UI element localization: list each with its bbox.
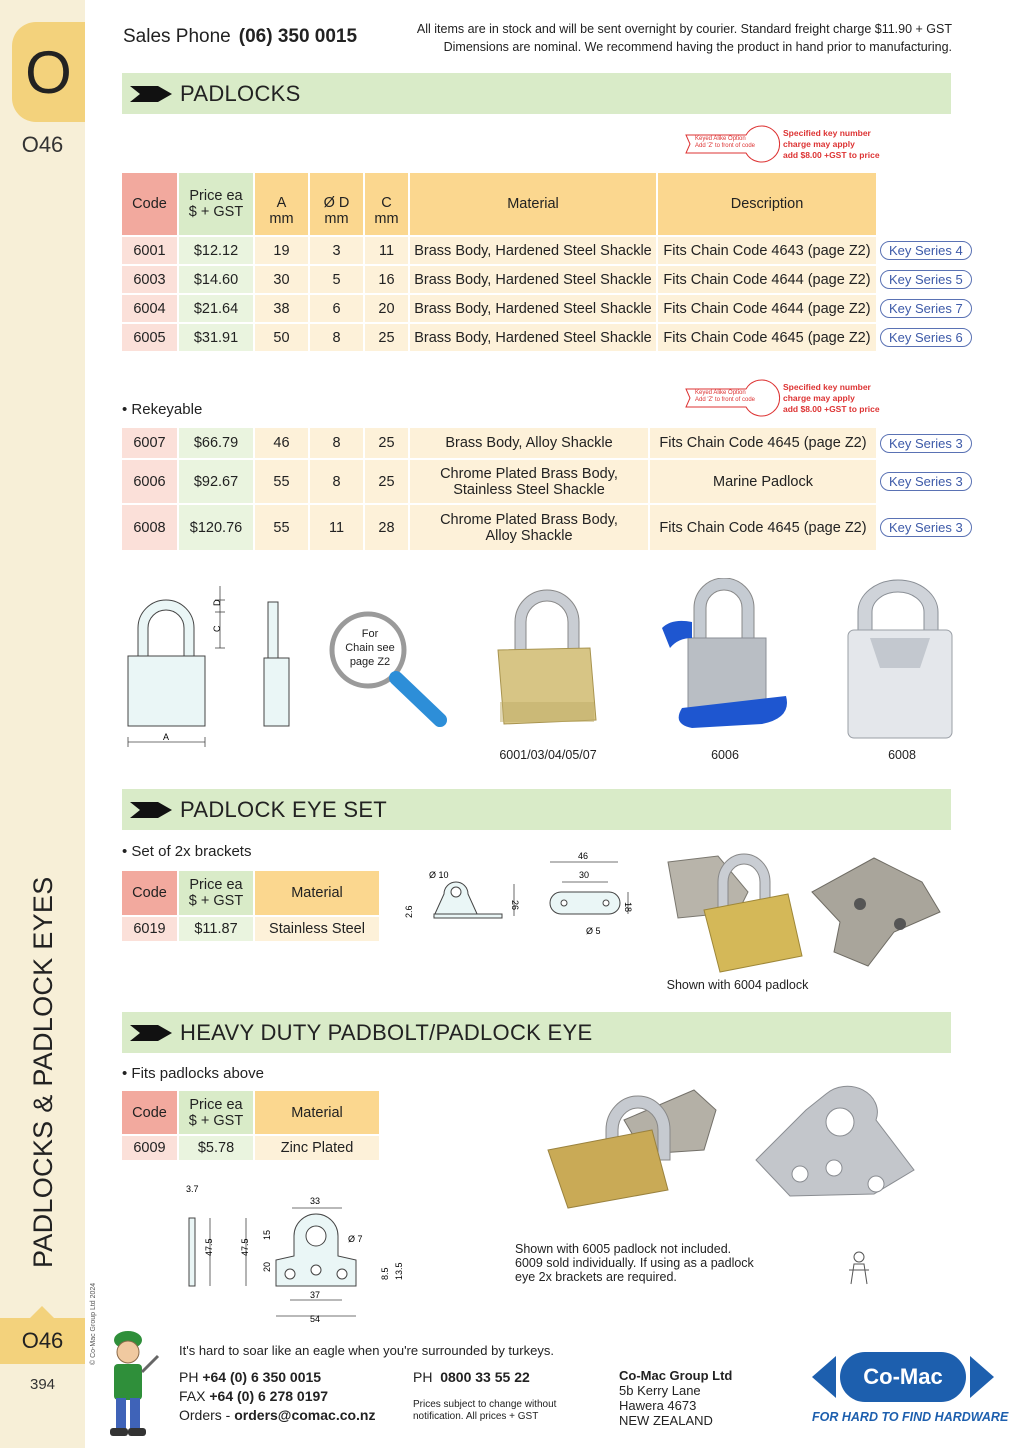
key-series-badge[interactable]: Key Series 3 — [880, 434, 972, 453]
footer-fax-label: FAX — [179, 1388, 206, 1404]
key-note-line3: add $8.00 +GST to price — [783, 150, 880, 160]
cell-key — [877, 236, 973, 265]
dim-h20: 20 — [262, 1261, 272, 1272]
key-series-badge[interactable]: Key Series 5 — [880, 270, 972, 289]
header-price-line1: Price ea — [189, 1096, 243, 1113]
footer-company: Co-Mac Group Ltd — [619, 1368, 733, 1383]
dim-d10: Ø 10 — [429, 870, 449, 880]
cell-description: Fits Chain Code 4643 (page Z2) — [657, 236, 877, 265]
logo-text: Co-Mac — [863, 1364, 943, 1389]
cell-material: Brass Body, Hardened Steel Shackle — [409, 323, 657, 352]
caption-6008: 6008 — [888, 748, 916, 762]
cell-c: 20 — [364, 294, 409, 323]
section-header-padbolt — [122, 1012, 951, 1053]
keyed-alike-line2: Add 'Z' to front of code — [695, 397, 755, 403]
cell-key — [877, 427, 973, 459]
cell-description: Fits Chain Code 4644 (page Z2) — [657, 265, 877, 294]
footer-phone[interactable]: +64 (0) 6 350 0015 — [202, 1369, 322, 1385]
table-row — [121, 294, 973, 323]
cell-description: Fits Chain Code 4645 (page Z2) — [649, 427, 877, 459]
cell-d: 11 — [309, 504, 364, 551]
cell-code: 6003 — [121, 265, 178, 294]
table-row — [121, 427, 973, 459]
cell-d: 8 — [309, 427, 364, 459]
padbolt-caption-line3: eye 2x brackets are required. — [515, 1270, 677, 1284]
dim-h15: 15 — [262, 1229, 272, 1240]
cell-a: 30 — [254, 265, 309, 294]
cell-code: 6006 — [121, 459, 178, 504]
footer-ph-label: PH — [179, 1369, 199, 1385]
chain-note-line2: Chain see — [345, 642, 395, 654]
notice-line-1: All items are in stock and will be sent overnight by courier. Standard freight charge $11.90 + GST — [416, 22, 952, 36]
keyed-alike-line2: Add 'Z' to front of code — [695, 143, 755, 149]
key-note-line1: Specified key number — [783, 382, 871, 392]
cell-description: Fits Chain Code 4644 (page Z2) — [657, 294, 877, 323]
chain-note-line1: For — [361, 628, 379, 640]
header-description: Description — [657, 172, 877, 236]
notice-line-2: Dimensions are nominal. We recommend having the product in hand prior to manufacturing. — [443, 40, 952, 54]
turkey-sketch-icon — [846, 1250, 872, 1286]
header-material: Material — [254, 1090, 380, 1135]
comac-logo — [810, 1346, 996, 1408]
logo-tagline: FOR HARD TO FIND HARDWARE — [812, 1410, 1009, 1424]
table-row — [121, 459, 973, 504]
section-title: PADLOCK EYE SET — [180, 796, 388, 822]
cell-material: Brass Body, Hardened Steel Shackle — [409, 294, 657, 323]
header-price-line2: $ + GST — [188, 204, 244, 220]
cell-d: 8 — [309, 323, 364, 352]
header-price-line1: Price ea — [189, 188, 243, 204]
cell-material-line2: Stainless Steel Shackle — [453, 481, 605, 498]
key-note-line1: Specified key number — [783, 128, 871, 138]
table-row — [121, 265, 973, 294]
cell-c: 25 — [364, 323, 409, 352]
cell-a: 38 — [254, 294, 309, 323]
footer-freephone-number[interactable]: 0800 33 55 22 — [440, 1369, 530, 1385]
cell-material: Brass Body, Hardened Steel Shackle — [409, 265, 657, 294]
cell-price: $31.91 — [178, 323, 254, 352]
dim-d-label: D — [212, 599, 222, 606]
header-d-line2: mm — [324, 211, 349, 227]
key-series-badge[interactable]: Key Series 3 — [880, 518, 972, 537]
footer-prices-note — [413, 1399, 556, 1423]
cell-material: Stainless Steel — [254, 916, 380, 942]
header-price-line1: Price ea — [189, 877, 243, 893]
padbolt-caption-line2: 6009 sold individually. If using as a padlock — [515, 1256, 754, 1270]
cell-material — [409, 504, 649, 551]
header-price-line2: $ + GST — [188, 1112, 244, 1129]
dim-w46: 46 — [578, 851, 589, 861]
cell-description: Marine Padlock — [649, 459, 877, 504]
padbolt-bullet: • Fits padlocks above — [122, 1065, 264, 1082]
cell-description: Fits Chain Code 4645 (page Z2) — [657, 323, 877, 352]
stock-notice — [417, 20, 952, 56]
dim-c-label: C — [212, 625, 222, 632]
arrow-icon — [128, 84, 174, 104]
section-letter-tab: O — [12, 22, 85, 122]
cell-description: Fits Chain Code 4645 (page Z2) — [649, 504, 877, 551]
cell-key — [877, 459, 973, 504]
table-row — [121, 236, 973, 265]
eye-set-caption: Shown with 6004 padlock — [666, 978, 809, 992]
footer-addr3: NEW ZEALAND — [619, 1413, 713, 1428]
rekeyable-table — [120, 426, 974, 552]
page-number: 394 — [29, 1376, 56, 1393]
cell-material: Brass Body, Hardened Steel Shackle — [409, 236, 657, 265]
cell-c: 25 — [364, 427, 409, 459]
cell-a: 46 — [254, 427, 309, 459]
header-a-line2: mm — [269, 211, 294, 227]
header-price-line2: $ + GST — [188, 893, 244, 909]
table-row — [121, 504, 973, 551]
dim-a-label: A — [163, 732, 170, 742]
cell-code: 6001 — [121, 236, 178, 265]
dim-t26: 2.6 — [404, 905, 414, 918]
cell-d: 3 — [309, 236, 364, 265]
cell-c: 11 — [364, 236, 409, 265]
cell-a: 55 — [254, 459, 309, 504]
table-row — [121, 1135, 380, 1161]
cell-price: $12.12 — [178, 236, 254, 265]
cell-material-line1: Chrome Plated Brass Body, — [440, 511, 618, 528]
padbolt-table — [120, 1089, 381, 1162]
section-header-padlocks — [122, 73, 951, 114]
cell-price: $92.67 — [178, 459, 254, 504]
cell-code: 6008 — [121, 504, 178, 551]
key-series-badge[interactable]: Key Series 6 — [880, 328, 972, 347]
padbolt-photo — [544, 1080, 924, 1210]
caption-6001: 6001/03/04/05/07 — [499, 748, 597, 762]
footer-ph2-label: PH — [413, 1369, 433, 1385]
key-note-line2: charge may apply — [783, 393, 855, 403]
header-d-line1: Ø D — [323, 195, 350, 211]
eye-set-photo — [664, 852, 946, 976]
cell-price: $5.78 — [178, 1135, 254, 1161]
section-header-eye-set — [122, 789, 951, 830]
mascot-image — [94, 1326, 162, 1438]
page-code-bottom: O46 — [0, 1318, 85, 1364]
cell-d: 6 — [309, 294, 364, 323]
header-d — [309, 172, 364, 236]
cell-key — [877, 323, 973, 352]
cell-price: $21.64 — [178, 294, 254, 323]
cell-a: 50 — [254, 323, 309, 352]
chain-note-line3: page Z2 — [349, 656, 391, 668]
marine-padlock-image — [652, 578, 792, 738]
chain-see-note — [330, 627, 410, 669]
header-price — [178, 172, 254, 236]
header-material: Material — [409, 172, 657, 236]
cell-d: 8 — [309, 459, 364, 504]
header-code: Code — [121, 1090, 178, 1135]
padlocks-table — [120, 171, 974, 353]
eye-set-dimension-diagram — [396, 848, 646, 944]
dim-d5: Ø 5 — [586, 926, 601, 936]
arrow-icon — [128, 1023, 174, 1043]
header-price — [178, 1090, 254, 1135]
vertical-section-title: PADLOCKS & PADLOCK EYES — [28, 876, 58, 1268]
padbolt-caption — [515, 1242, 754, 1284]
dim-w54: 54 — [310, 1314, 321, 1324]
arrow-icon — [128, 800, 174, 820]
cell-material-line1: Chrome Plated Brass Body, — [440, 465, 618, 482]
sales-number: (06) 350 0015 — [238, 26, 358, 47]
cell-d: 5 — [309, 265, 364, 294]
key-note-line3: add $8.00 +GST to price — [783, 404, 880, 414]
header-c — [364, 172, 409, 236]
table-row — [121, 323, 973, 352]
header-c-line2: mm — [374, 211, 399, 227]
key-charge-note — [783, 128, 880, 161]
keyed-alike-note — [695, 390, 755, 404]
prices-note-line1: Prices subject to change without — [413, 1399, 557, 1410]
cell-c: 25 — [364, 459, 409, 504]
key-note-line2: charge may apply — [783, 139, 855, 149]
cell-material: Zinc Plated — [254, 1135, 380, 1161]
cell-code: 6019 — [121, 916, 178, 942]
key-series-badge[interactable]: Key Series 3 — [880, 472, 972, 491]
dim-h475b: 47.5 — [240, 1238, 250, 1256]
cell-code: 6007 — [121, 427, 178, 459]
keyed-alike-line1: Keyed Alike Option — [695, 136, 746, 142]
cell-key — [877, 294, 973, 323]
cell-c: 16 — [364, 265, 409, 294]
cell-key — [877, 265, 973, 294]
cell-code: 6005 — [121, 323, 178, 352]
page-code-top: O46 — [21, 132, 64, 157]
prices-note-line2: notification. All prices + GST — [413, 1411, 539, 1422]
cell-code: 6004 — [121, 294, 178, 323]
padbolt-dimension-diagram — [176, 1180, 416, 1328]
footer-addr1: 5b Kerry Lane — [619, 1383, 701, 1398]
cell-key — [877, 504, 973, 551]
header-key-spacer — [877, 172, 973, 236]
brass-padlock-image — [490, 582, 610, 742]
caption-6006: 6006 — [711, 748, 739, 762]
dim-h135: 13.5 — [394, 1262, 404, 1280]
footer-addr2: Hawera 4673 — [619, 1398, 697, 1413]
eye-set-bullet: • Set of 2x brackets — [122, 843, 252, 860]
header-a-line1: A — [276, 195, 287, 211]
header-code: Code — [121, 870, 178, 916]
section-title: PADLOCKS — [180, 80, 301, 106]
padlock-dimension-diagram — [120, 578, 300, 750]
key-series-badge[interactable]: Key Series 4 — [880, 241, 972, 260]
footer-tagline: It's hard to soar like an eagle when you're surrounded by turkeys. — [179, 1343, 554, 1358]
chrome-padlock-image — [840, 578, 960, 742]
eye-set-table — [120, 869, 381, 943]
cell-a: 55 — [254, 504, 309, 551]
cell-code: 6009 — [121, 1135, 178, 1161]
rekeyable-label: • Rekeyable — [122, 401, 203, 418]
dim-w33: 33 — [310, 1196, 321, 1206]
dim-h18: 18 — [623, 902, 633, 913]
footer-fax: +64 (0) 6 278 0197 — [209, 1388, 329, 1404]
header-a — [254, 172, 309, 236]
dim-t37: 3.7 — [186, 1184, 199, 1194]
dim-h26: 26 — [510, 900, 520, 911]
cell-price: $66.79 — [178, 427, 254, 459]
table-row — [121, 916, 380, 942]
header-c-line1: C — [381, 195, 392, 211]
sales-phone — [123, 26, 357, 48]
footer-orders-email[interactable]: orders@comac.co.nz — [234, 1407, 376, 1423]
header-price — [178, 870, 254, 916]
footer-address — [619, 1368, 732, 1428]
key-charge-note — [783, 382, 880, 415]
dim-w37: 37 — [310, 1290, 321, 1300]
footer-orders-label: Orders - — [179, 1407, 231, 1423]
cell-material-line1: Brass Body, Alloy Shackle — [445, 435, 613, 451]
sales-label: Sales Phone — [123, 26, 231, 47]
dim-h475a: 47.5 — [204, 1238, 214, 1256]
section-title: HEAVY DUTY PADBOLT/PADLOCK EYE — [180, 1019, 593, 1045]
header-code: Code — [121, 172, 178, 236]
cell-price: $11.87 — [178, 916, 254, 942]
dim-d7: Ø 7 — [348, 1234, 363, 1244]
header-material: Material — [254, 870, 380, 916]
key-series-badge[interactable]: Key Series 7 — [880, 299, 972, 318]
cell-material-line2: Alloy Shackle — [485, 527, 573, 544]
padbolt-caption-line1: Shown with 6005 padlock not included. — [515, 1242, 732, 1256]
dim-w30: 30 — [579, 870, 590, 880]
sidebar — [0, 0, 85, 1448]
dim-h85: 8.5 — [380, 1267, 390, 1280]
footer-contact — [179, 1368, 376, 1425]
cell-price: $120.76 — [178, 504, 254, 551]
copyright: © Co-Mac Group Ltd 2024 — [90, 1282, 97, 1365]
cell-c: 28 — [364, 504, 409, 551]
keyed-alike-line1: Keyed Alike Option — [695, 390, 746, 396]
cell-a: 19 — [254, 236, 309, 265]
footer-freephone — [413, 1368, 530, 1387]
cell-material — [409, 427, 649, 459]
cell-price: $14.60 — [178, 265, 254, 294]
keyed-alike-note — [695, 136, 755, 150]
cell-material — [409, 459, 649, 504]
